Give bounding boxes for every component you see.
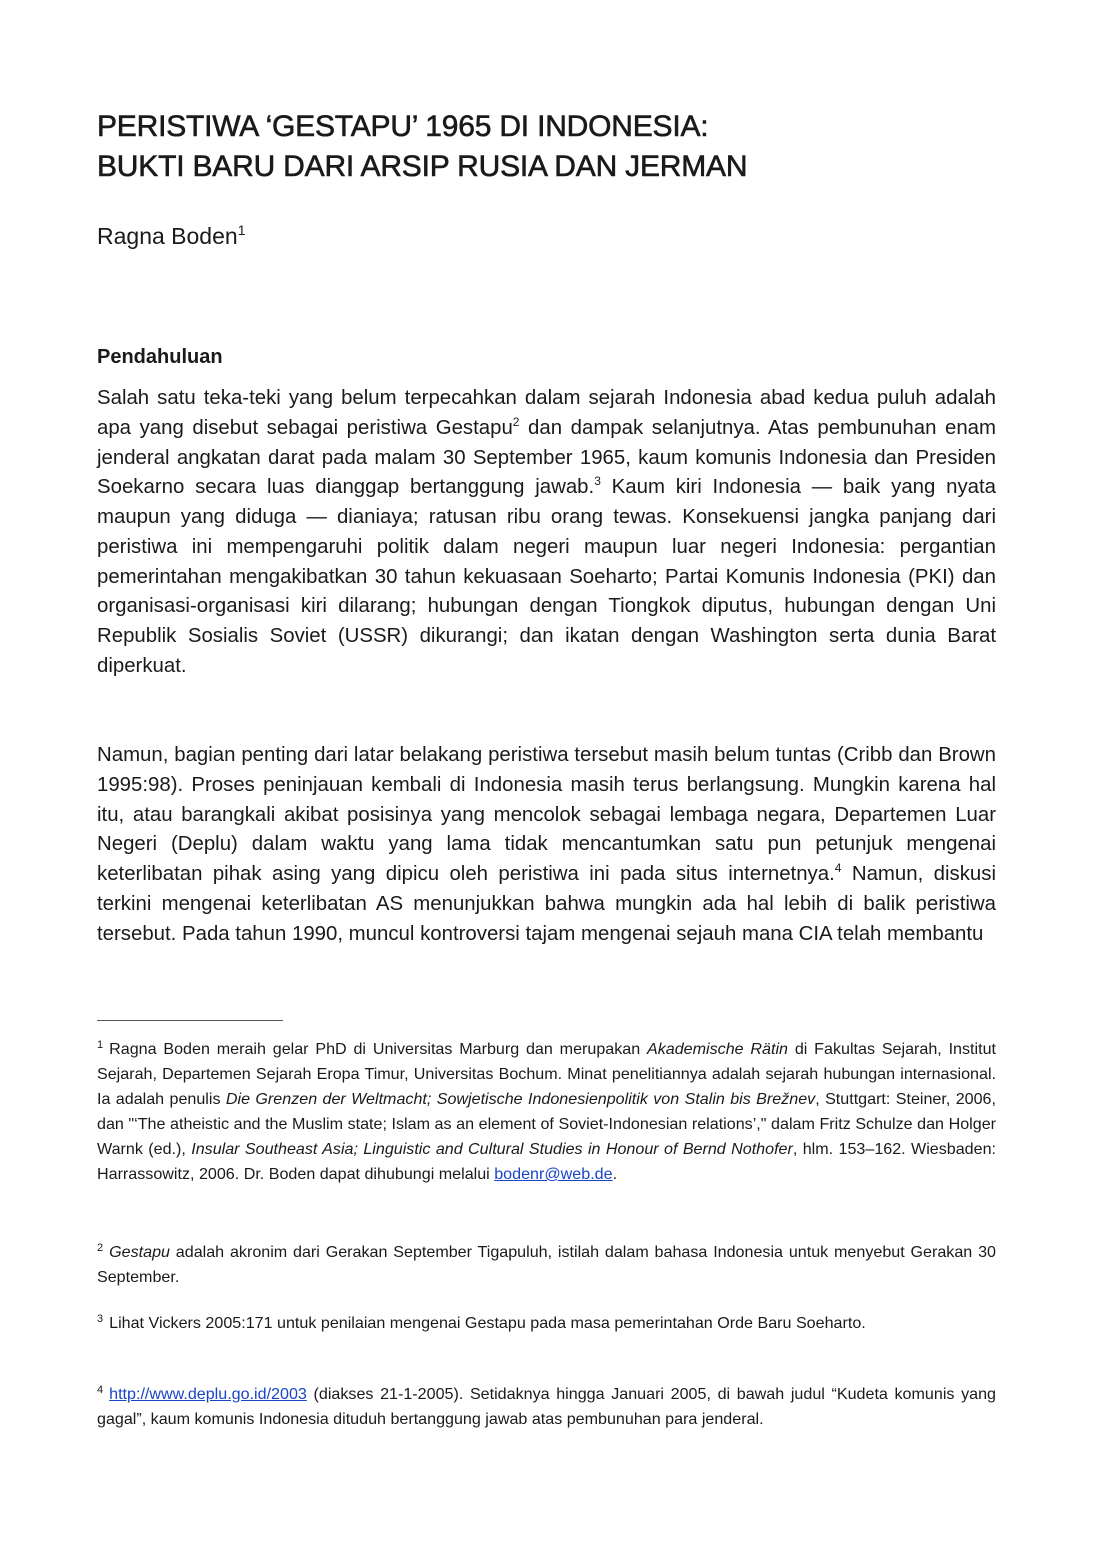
author-byline <box>97 221 245 251</box>
footnote-2-number: 2 <box>97 1242 104 1254</box>
footnote-1-text: Ragna Boden meraih gelar PhD di Universitas Marburg dan merupakan <box>109 1040 647 1058</box>
footnote-ref-4[interactable]: 4 <box>834 861 842 875</box>
footnote-1-text: , Stuttgart: Steiner, 2006, dan "‘The atheistic and the Muslim state; Islam as an element of Soviet-Indonesian relations’," dalam Fritz Schulze dan Holger Warnk (ed.), <box>97 1090 996 1158</box>
footnote-ref-2[interactable]: 2 <box>512 414 520 429</box>
footnote-2-italic-term: Gestapu <box>109 1243 170 1261</box>
footnote-1-text: di Fakultas Sejarah, Institut Sejarah, Departemen Sejarah Eropa Timur, Universitas Bochum. Minat penelitiannya adalah sejarah hubungan internasional. Ia adalah penulis <box>97 1040 996 1108</box>
footnote-4 <box>97 1382 996 1432</box>
paragraph-1 <box>97 384 996 682</box>
footnote-1-number: 1 <box>97 1039 104 1051</box>
footnote-1-text: . <box>612 1165 618 1183</box>
footnote-4-text: (diakses 21-1-2005). Setidaknya hingga Januari 2005, di bawah judul “Kudeta komunis yang gagal”, kaum komunis Indonesia dituduh bertanggung jawab atas pembunuhan para jenderal. <box>97 1385 996 1428</box>
deplu-url-link[interactable]: http://www.deplu.go.id/2003 <box>109 1385 307 1403</box>
author-footnote-ref[interactable]: 1 <box>237 222 246 238</box>
title-line-1: PERISTIWA ‘GESTAPU’ 1965 DI INDONESIA: <box>97 110 709 143</box>
footnote-1-text: , hlm. 153–162. Wiesbaden: Harrassowitz, 2006. Dr. Boden dapat dihubungi melalui <box>97 1140 997 1183</box>
footnote-divider <box>97 1020 283 1021</box>
footnote-2-text: adalah akronim dari Gerakan September Tigapuluh, istilah dalam bahasa Indonesia untuk menyebut Gerakan 30 September. <box>97 1243 996 1286</box>
paragraph-2 <box>97 741 996 949</box>
footnote-3-number: 3 <box>97 1313 104 1325</box>
footnote-1-italic-title: Akademische Rätin <box>647 1040 789 1058</box>
paragraph-2-text-a: Namun, bagian penting dari latar belakang peristiwa tersebut masih belum tuntas (Cribb dan Brown 1995:98). Proses peninjauan kembali di Indonesia masih terus berlangsung. Mungkin karena hal itu, atau barangkali akibat posisinya yang mencolok sebagai lembaga negara, Departemen Luar Negeri (Deplu) dalam waktu yang lama tidak mencantumkan satu pun petunjuk mengenai keterlibatan pihak asing yang dipicu oleh peristiwa ini pada situs internetnya. <box>97 744 996 885</box>
footnote-3 <box>97 1311 996 1336</box>
footnote-2 <box>97 1240 996 1290</box>
author-name: Ragna Boden <box>97 223 238 249</box>
footnote-ref-3[interactable]: 3 <box>594 474 601 489</box>
footnote-3-text: Lihat Vickers 2005:171 untuk penilaian mengenai Gestapu pada masa pemerintahan Orde Baru Soeharto. <box>109 1314 866 1332</box>
article-title <box>97 107 997 187</box>
paragraph-1-text-a: Salah satu teka-teki yang belum terpecahkan dalam sejarah Indonesia abad kedua puluh adalah apa yang disebut sebagai peristiwa Gestapu <box>97 387 996 439</box>
paragraph-2-text-b: Namun, diskusi terkini mengenai keterlibatan AS menunjukkan bahwa mungkin ada hal lebih di balik peristiwa tersebut. Pada tahun 1990, muncul kontroversi tajam mengenai sejauh mana CIA telah membantu <box>97 863 996 945</box>
paragraph-1-text-b: dan dampak selanjutnya. Atas pembunuhan enam jenderal angkatan darat pada malam 30 September 1965, kaum komunis Indonesia dan Presiden Soekarno secara luas dianggap bertanggung jawab. <box>97 416 996 499</box>
footnote-1 <box>97 1037 996 1187</box>
section-heading: Pendahuluan <box>97 346 223 368</box>
paragraph-1-text-c: Kaum kiri Indonesia — baik yang nyata maupun yang diduga — dianiaya; ratusan ribu orang tewas. Konsekuensi jangka panjang dari peristiwa ini mempengaruhi politik dalam negeri maupun luar negeri Indonesia: pergantian pemerintahan mengakibatkan 30 tahun kekuasaan Soeharto; Partai Komunis Indonesia (PKI) dan organisasi-organisasi kiri dilarang; hubungan dengan Tiongkok diputus, hubungan dengan Uni Republik Sosialis Soviet (USSR) dikurangi; dan ikatan dengan Washington serta dunia Barat diperkuat. <box>97 476 996 677</box>
footnote-4-number: 4 <box>97 1384 104 1396</box>
footnote-1-italic-title: Insular Southeast Asia; Linguistic and Cultural Studies in Honour of Bernd Nothofer <box>191 1140 793 1158</box>
title-line-2: BUKTI BARU DARI ARSIP RUSIA DAN JERMAN <box>97 150 748 183</box>
footnote-1-italic-title: Die Grenzen der Weltmacht; Sowjetische Indonesienpolitik von Stalin bis Brežnev <box>225 1090 816 1108</box>
email-link[interactable]: bodenr@web.de <box>494 1165 613 1183</box>
